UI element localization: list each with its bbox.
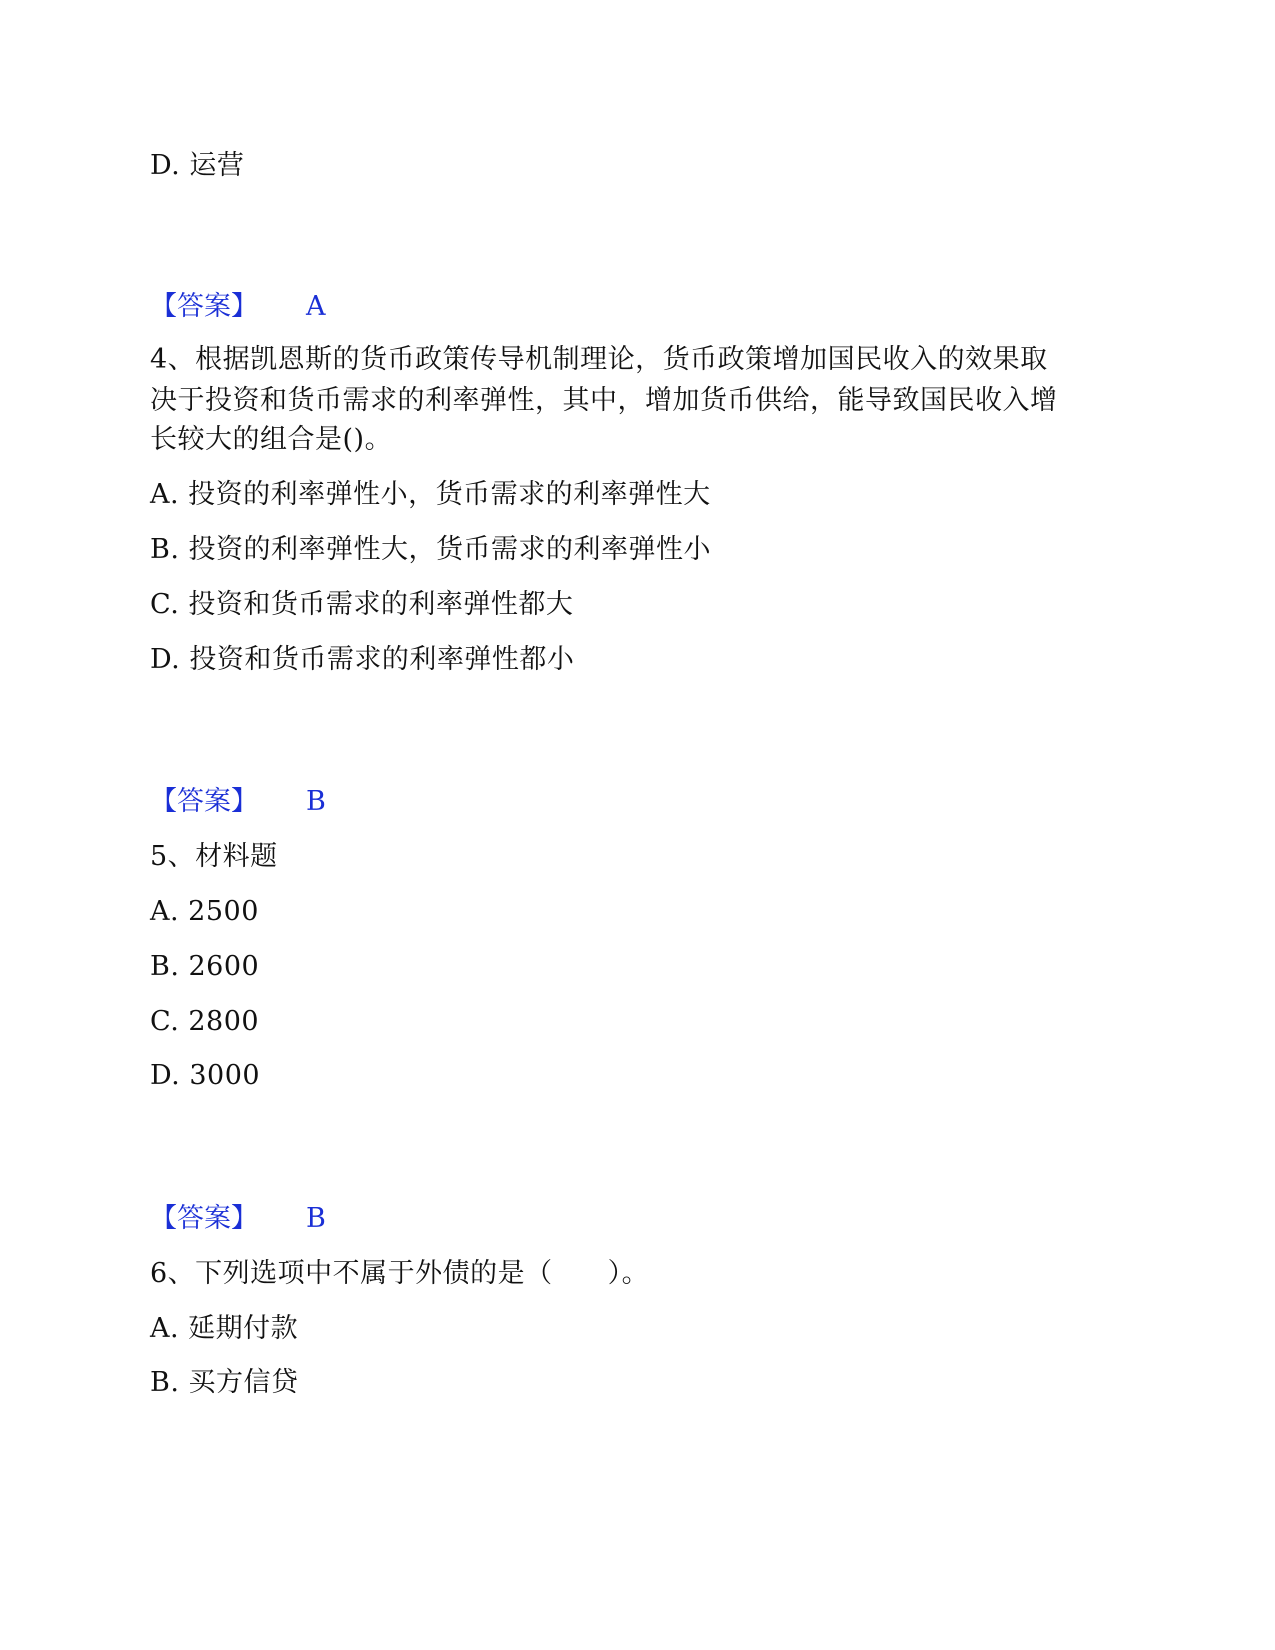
q6-stem: 6、下列选项中不属于外债的是（ ）。 [150, 1258, 650, 1289]
answer-value: A [306, 291, 326, 322]
q4-answer [150, 786, 326, 817]
q6-option-a: A. 延期付款 [150, 1313, 299, 1344]
q6-option-b: B. 买方信贷 [150, 1367, 299, 1398]
q4-option-a: A. 投资的利率弹性小，货币需求的利率弹性大 [150, 479, 711, 510]
answer-label: 【答案】 [150, 786, 258, 817]
answer-value: B [306, 786, 326, 817]
q4-stem-line-2: 决于投资和货币需求的利率弹性，其中，增加货币供给，能导致国民收入增 [150, 385, 1058, 416]
q5-option-b: B. 2600 [150, 951, 260, 982]
q5-option-a: A. 2500 [150, 896, 259, 927]
q4-option-b: B. 投资的利率弹性大，货币需求的利率弹性小 [150, 534, 712, 565]
answer-label: 【答案】 [150, 1203, 258, 1234]
q4-stem-line-3: 长较大的组合是()。 [150, 424, 393, 455]
answer-value: B [306, 1203, 326, 1234]
q5-option-d: D. 3000 [150, 1060, 261, 1091]
q4-stem-line-1: 4、根据凯恩斯的货币政策传导机制理论，货币政策增加国民收入的效果取 [150, 344, 1048, 375]
answer-label: 【答案】 [150, 291, 258, 322]
q5-stem: 5、材料题 [150, 841, 278, 872]
q4-option-d: D. 投资和货币需求的利率弹性都小 [150, 644, 575, 675]
q5-answer [150, 1203, 326, 1234]
q4-option-c: C. 投资和货币需求的利率弹性都大 [150, 589, 574, 620]
q3-answer [150, 291, 326, 322]
q3-option-d: D. 运营 [150, 150, 245, 181]
q5-option-c: C. 2800 [150, 1006, 260, 1037]
